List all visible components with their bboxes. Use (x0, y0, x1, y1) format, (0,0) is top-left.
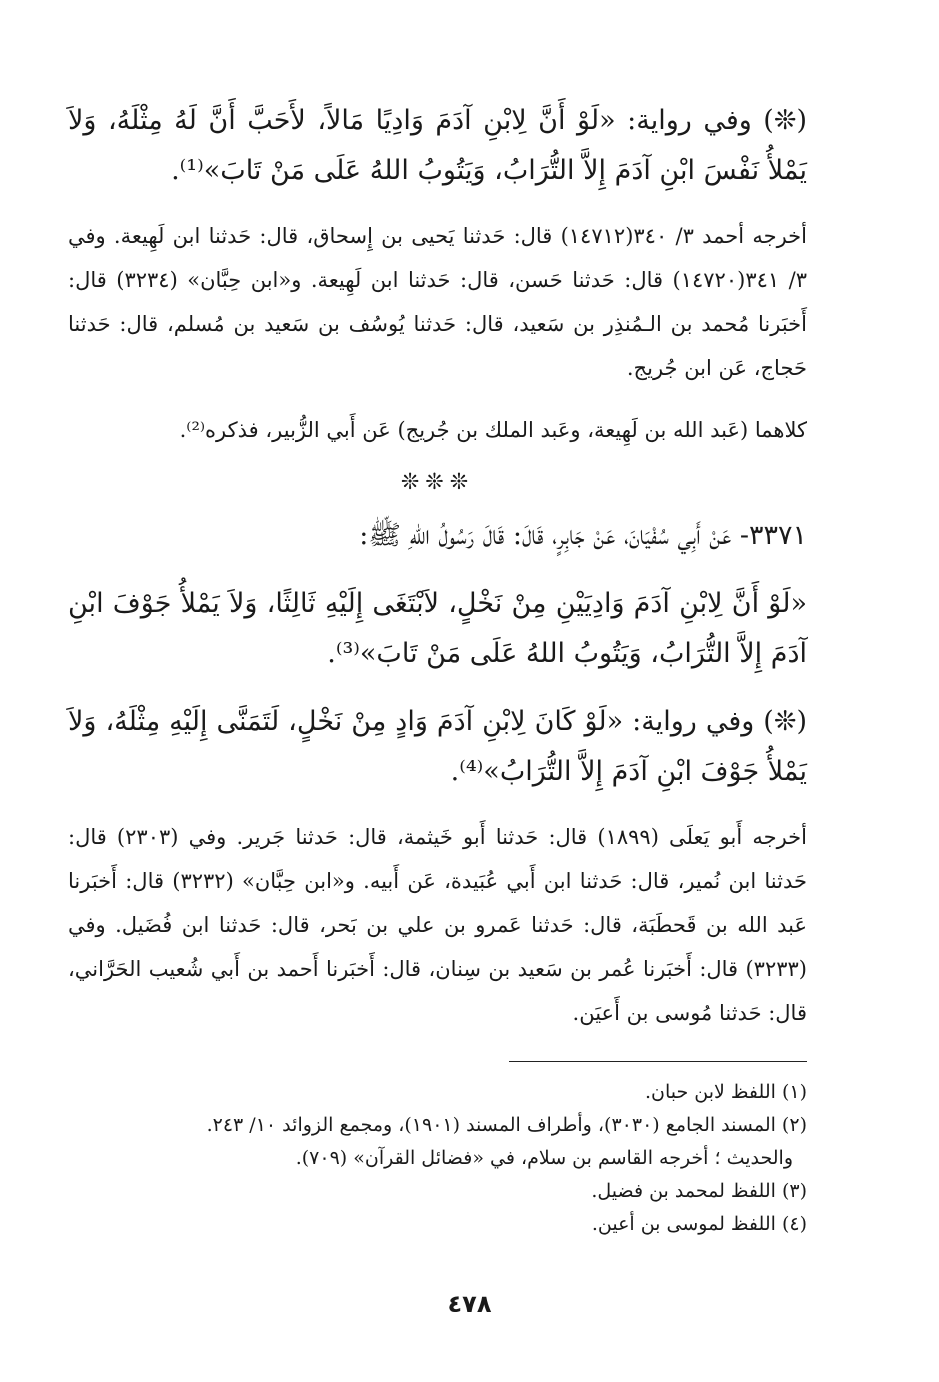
footnote-separator (509, 1061, 807, 1062)
riwaya-paragraph: (❊) وفي رواية: «لَوْ أَنَّ لِابْنِ آدَمَ وَادِيًا مَالاً، لأَحَبَّ أَنَّ لَهُ مِثْلَهُ، وَلاَ يَمْلأُ نَفْسَ ابْنِ آدَمَ إِلاَّ التُّرَابُ، وَيَتُوبُ اللهُ عَلَى مَنْ تَابَ»⁽¹⁾. (68, 105, 807, 186)
summary-paragraph: كلاهما (عَبد الله بن لَهِيعة، وعَبد الملك بن جُريج) عَن أَبي الزُّبير، فذكره⁽²⁾. (179, 418, 807, 442)
footnote-2-continued: والحديث ؛ أخرجه القاسم بن سلام، في «فضائل القرآن» (٧٠٩). (295, 1147, 793, 1169)
takhrij-paragraph-2: أخرجه أَبو يَعلَى (١٨٩٩) قال: حَدثنا أَبو خَيثمة، قال: حَدثنا جَرير. وفي (٢٣٠٣) قال: حَدثنا ابن نُمير، قال: حَدثنا ابن أَبي عُبَيدة، عَن أَبيه. و«ابن حِبَّان» (٣٢٣٢) قال: أَخبَرنا عَبد الله بن قَحطَبَة، قال: حَدثنا عَمرو بن علي بن بَحر، قال: حَدثنا ابن فُضَيل. وفي (٣٢٣٣) قال: أَخبَرنا عُمر بن سَعيد بن سِنان، قال: أَخبَرنا أَحمد بن أَبي شُعيب الحَرَّاني، قال: حَدثنا مُوسى بن أَعيَن. (68, 825, 807, 1025)
footnote-3: (٣) اللفظ لمحمد بن فضيل. (591, 1180, 807, 1202)
riwaya-paragraph-2: (❊) وفي رواية: «لَوْ كَانَ لِابْنِ آدَمَ وَادٍ مِنْ نَخْلٍ، لَتَمَنَّى إِلَيْهِ مِثْلَهُ، وَلاَ يَمْلأُ جَوْفَ ابْنِ آدَمَ إِلاَّ التُّرَابُ»⁽⁴⁾. (68, 706, 807, 787)
takhrij-paragraph: أخرجه أحمد ٣/ ٣٤٠(١٤٧١٢) قال: حَدثنا يَحيى بن إِسحاق، قال: حَدثنا ابن لَهِيعة. وفي ٣/ ٣٤١(١٤٧٢٠) قال: حَدثنا حَسن، قال: حَدثنا ابن لَهِيعة. و«ابن حِبَّان» (٣٢٣٤) قال: أَخبَرنا مُحمد بن الـمُنذِر بن سَعيد، قال: حَدثنا يُوسُف بن سَعيد بن مُسلم، قال: حَدثنا حَجاج، عَن ابن جُريج. (68, 224, 807, 380)
footnote-1: (١) اللفظ لابن حبان. (644, 1081, 807, 1103)
footnote-2: (٢) المسند الجامع (٣٠٣٠)، وأطراف المسند (١٩٠١)، ومجمع الزوائد ١٠/ ٢٤٣. (206, 1114, 807, 1136)
hadith-text: «لَوْ أَنَّ لِابْنِ آدَمَ وَادِيَيْنِ مِنْ نَخْلٍ، لاَبْتَغَى إِلَيْهِ ثَالِثًا، وَلاَ يَمْلأُ جَوْفَ ابْنِ آدَمَ إِلاَّ التُّرَابُ، وَيَتُوبُ اللهُ عَلَى مَنْ تَابَ»⁽³⁾. (68, 588, 807, 669)
page-number: ٤٧٨ (447, 1290, 492, 1318)
page-body (68, 96, 807, 1322)
footnote-4: (٤) اللفظ لموسى بن أعين. (591, 1213, 807, 1235)
section-separator: ❊❊❊ (400, 470, 475, 495)
footnotes (68, 1076, 807, 1241)
hadith-heading: ٣٣٧١- عَنْ أَبِي سُفْيَانَ، عَنْ جَابِرٍ، قَالَ: قَالَ رَسُولُ اللهِ ﷺ: (359, 520, 807, 551)
